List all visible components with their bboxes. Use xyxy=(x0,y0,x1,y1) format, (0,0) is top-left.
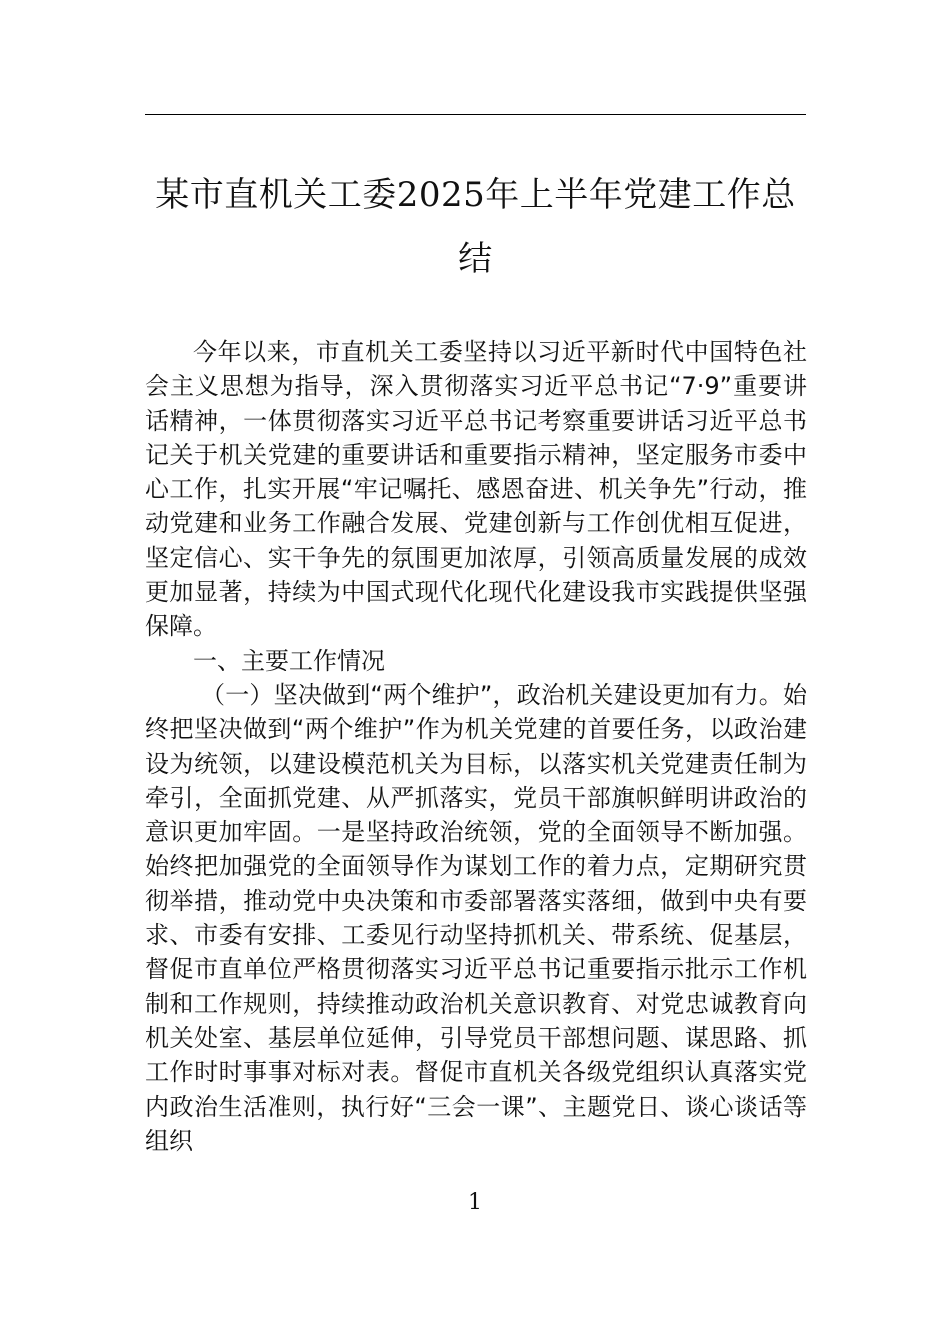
subsection-paragraph: （一）坚决做到“两个维护”，政治机关建设更加有力。始终把坚决做到“两个维护”作为机关党建的首要任务，以政治建设为统领，以建设模范机关为目标，以落实机关党建责任制为牵引，全面抓党建、从严抓落实，党员干部旗帜鲜明讲政治的意识更加牢固。一是坚持政治统领，党的全面领导不断加强。始终把加强党的全面领导作为谋划工作的着力点，定期研究贯彻举措，推动党中央决策和市委部署落实落细，做到中央有要求、市委有安排、工委见行动坚持抓机关、带系统、促基层，督促市直单位严格贯彻落实习近平总书记重要指示批示工作机制和工作规则，持续推动政治机关意识教育、对党忠诚教育向机关处室、基层单位延伸，引导党员干部想问题、谋思路、抓工作时时事事对标对表。督促市直机关各级党组织认真落实党内政治生活准则，执行好“三会一课”、主题党日、谈心谈话等组织 xyxy=(145,680,807,1155)
section-heading: 一、主要工作情况 xyxy=(193,646,385,675)
header-rule xyxy=(145,114,806,115)
document-body xyxy=(145,335,807,1158)
intro-paragraph: 今年以来，市直机关工委坚持以习近平新时代中国特色社会主义思想为指导，深入贯彻落实习近平总书记“7·9”重要讲话精神，一体贯彻落实习近平总书记考察重要讲话习近平总书记关于机关党建的重要讲话和重要指示精神，坚定服务市委中心工作，扎实开展“牢记嘱托、感恩奋进、机关争先”行动，推动党建和业务工作融合发展、党建创新与工作创优相互促进，坚定信心、实干争先的氛围更加浓厚，引领高质量发展的成效更加显著，持续为中国式现代化现代化建设我市实践提供坚强保障。 xyxy=(145,338,807,641)
document-title: 某市直机关工委2025年上半年党建工作总结 xyxy=(155,175,796,279)
page-number: 1 xyxy=(468,1190,482,1215)
